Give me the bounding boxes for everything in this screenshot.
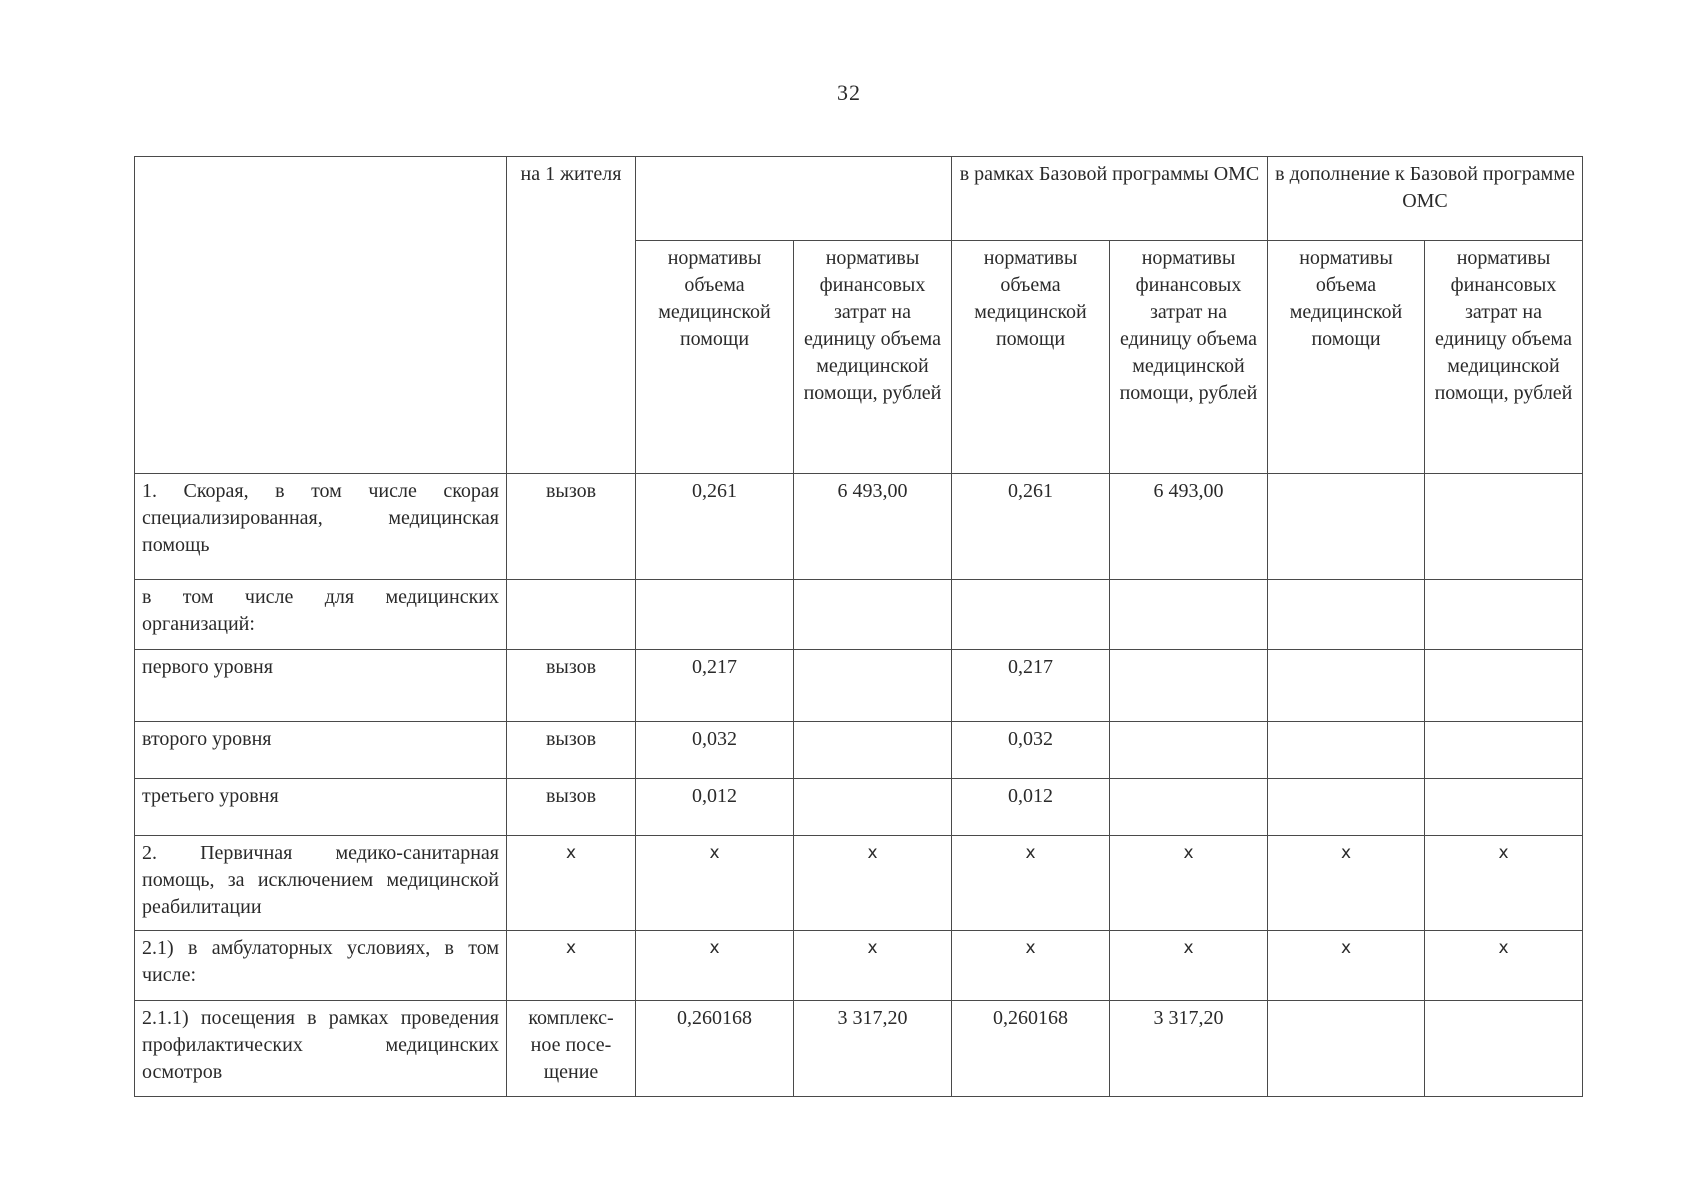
cell-cost-additional — [1425, 779, 1583, 836]
row-name: 2.1) в амбулаторных условиях, в том числе: — [135, 931, 507, 1001]
cell-cost-base: 6 493,00 — [1110, 474, 1268, 580]
row-unit — [507, 580, 636, 650]
header-col-volume: нормативы объема медицинской помощи — [952, 241, 1110, 474]
cell-volume-base — [952, 580, 1110, 650]
cell-cost-base — [1110, 580, 1268, 650]
cell-volume-base: х — [952, 931, 1110, 1001]
cell-cost-total — [794, 650, 952, 722]
cell-volume-base: 0,217 — [952, 650, 1110, 722]
cell-cost-total: х — [794, 931, 952, 1001]
cell-cost-total — [794, 580, 952, 650]
row-unit: вызов — [507, 650, 636, 722]
cell-volume-base: х — [952, 836, 1110, 931]
cell-cost-total — [794, 779, 952, 836]
header-col-cost: нормативы финансовых затрат на единицу объема медицинской помощи, рублей — [1425, 241, 1583, 474]
table-row — [135, 474, 1583, 580]
row-name: первого уровня — [135, 650, 507, 722]
row-name: 2. Первичная медико-санитарная помощь, за исключением медицинской реабилитации — [135, 836, 507, 931]
row-unit: комплекс-ное посе-щение — [507, 1001, 636, 1097]
header-col-volume: нормативы объема медицинской помощи — [1268, 241, 1425, 474]
cell-volume-base: 0,261 — [952, 474, 1110, 580]
header-row-groups — [135, 157, 1583, 241]
cell-cost-base: х — [1110, 931, 1268, 1001]
cell-cost-additional — [1425, 580, 1583, 650]
header-col-volume: нормативы объема медицинской помощи — [636, 241, 794, 474]
cell-cost-additional: х — [1425, 931, 1583, 1001]
cell-volume-additional — [1268, 1001, 1425, 1097]
header-group-base: в рамках Базовой программы ОМС — [952, 157, 1268, 241]
header-empty-group-cell — [636, 157, 952, 241]
table-row — [135, 580, 1583, 650]
cell-cost-base — [1110, 650, 1268, 722]
cell-volume-additional — [1268, 580, 1425, 650]
table-row — [135, 836, 1583, 931]
cell-cost-base — [1110, 779, 1268, 836]
cell-volume-base: 0,032 — [952, 722, 1110, 779]
cell-volume-additional — [1268, 650, 1425, 722]
row-unit: вызов — [507, 722, 636, 779]
cell-volume-additional: х — [1268, 836, 1425, 931]
table-row — [135, 1001, 1583, 1097]
header-col-cost: нормативы финансовых затрат на единицу объема медицинской помощи, рублей — [1110, 241, 1268, 474]
cell-volume-total — [636, 580, 794, 650]
norms-table — [134, 156, 1583, 1097]
header-group-additional: в дополнение к Базовой программе ОМС — [1268, 157, 1583, 241]
cell-volume-base: 0,260168 — [952, 1001, 1110, 1097]
cell-volume-total: х — [636, 836, 794, 931]
cell-cost-additional: х — [1425, 836, 1583, 931]
row-unit: х — [507, 931, 636, 1001]
cell-volume-additional: х — [1268, 931, 1425, 1001]
row-unit: вызов — [507, 474, 636, 580]
table-row — [135, 650, 1583, 722]
row-unit: х — [507, 836, 636, 931]
row-name: 2.1.1) посещения в рамках проведения профилактических медицинских осмотров — [135, 1001, 507, 1097]
cell-volume-base: 0,012 — [952, 779, 1110, 836]
table-row — [135, 722, 1583, 779]
cell-cost-base: 3 317,20 — [1110, 1001, 1268, 1097]
cell-volume-total: 0,261 — [636, 474, 794, 580]
header-empty-name-cell — [135, 157, 507, 474]
cell-volume-total: 0,012 — [636, 779, 794, 836]
cell-cost-additional — [1425, 650, 1583, 722]
row-name: третьего уровня — [135, 779, 507, 836]
cell-cost-base: х — [1110, 836, 1268, 931]
cell-cost-total — [794, 722, 952, 779]
cell-cost-total: 3 317,20 — [794, 1001, 952, 1097]
cell-volume-total: 0,260168 — [636, 1001, 794, 1097]
cell-cost-total: 6 493,00 — [794, 474, 952, 580]
cell-volume-total: 0,032 — [636, 722, 794, 779]
cell-volume-additional — [1268, 474, 1425, 580]
cell-cost-base — [1110, 722, 1268, 779]
row-unit: вызов — [507, 779, 636, 836]
row-name: 1. Скорая, в том числе скорая специализированная, медицинская помощь — [135, 474, 507, 580]
header-col-cost: нормативы финансовых затрат на единицу объема медицинской помощи, рублей — [794, 241, 952, 474]
cell-cost-additional — [1425, 474, 1583, 580]
cell-cost-additional — [1425, 1001, 1583, 1097]
cell-volume-total: х — [636, 931, 794, 1001]
cell-cost-additional — [1425, 722, 1583, 779]
cell-cost-total: х — [794, 836, 952, 931]
page-number: 32 — [837, 80, 861, 105]
row-name: в том числе для медицинских организаций: — [135, 580, 507, 650]
cell-volume-additional — [1268, 722, 1425, 779]
table-row — [135, 779, 1583, 836]
table-row — [135, 931, 1583, 1001]
header-per-resident: на 1 жителя — [507, 157, 636, 474]
cell-volume-additional — [1268, 779, 1425, 836]
cell-volume-total: 0,217 — [636, 650, 794, 722]
row-name: второго уровня — [135, 722, 507, 779]
